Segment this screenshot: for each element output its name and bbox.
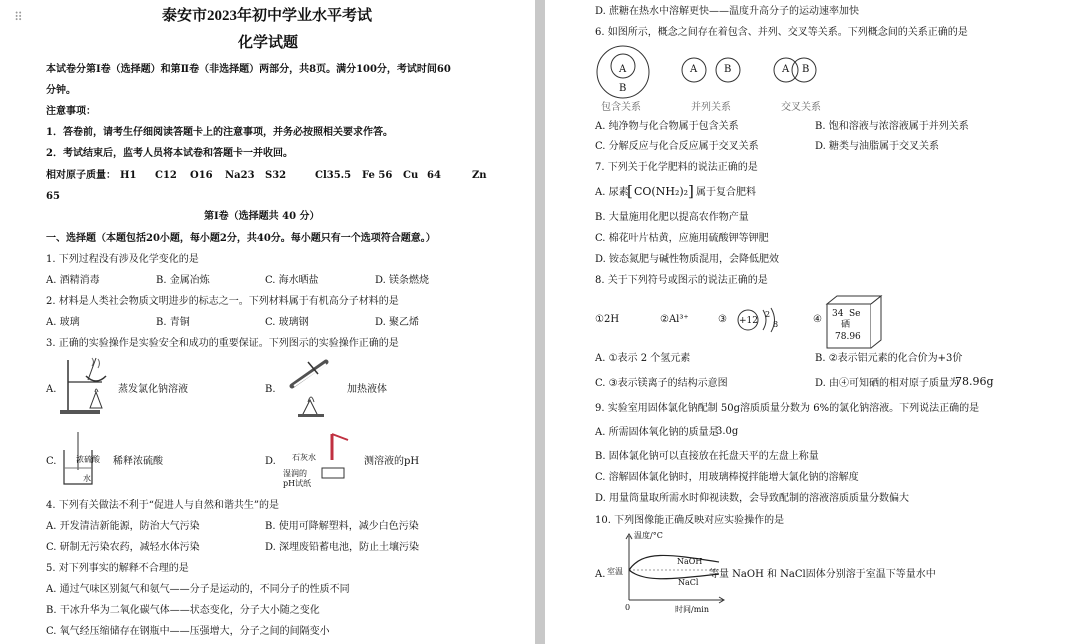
q6-option-b: B. 饱和溶液与浓溶液属于并列关系 — [815, 121, 969, 132]
exam-page-right — [545, 0, 1080, 644]
q3-option-d-text: 测溶液的pH — [364, 456, 420, 467]
caption-intersect: 交叉关系 — [781, 102, 821, 113]
atomic-mass-cu: Cu — [403, 170, 419, 181]
part-title: 一、选择题（本题包括20小题，每小题2分，共40分。每小题只有一个选项符合题意。） — [46, 233, 436, 244]
q7-option-d: D. 铵态氮肥与碱性物质混用，会降低肥效 — [595, 254, 780, 265]
atomic-mass-c: C12 — [155, 170, 177, 181]
q3-option-d-letter: D. — [265, 456, 276, 467]
q1-option-c: C. 海水晒盐 — [265, 275, 319, 286]
heating-liquid-apparatus-image — [278, 356, 344, 418]
ion-shell-2: 8 — [773, 320, 779, 329]
q3-option-a-letter: A. — [46, 384, 57, 395]
q10-stem: 10. 下列图像能正确反映对应实验操作的是 — [595, 515, 785, 526]
graph-x-label: 时间/min — [675, 605, 709, 614]
note-2: 2．考试结束后，监考人员将本试卷和答题卡一并收回。 — [46, 148, 293, 159]
q5-option-d: D. 蔗糖在热水中溶解更快——温度升高分子的运动速率加快 — [595, 6, 860, 17]
exam-page-left — [0, 0, 535, 644]
q5-stem: 5. 对下列事实的解释不合理的是 — [46, 563, 189, 574]
inclusion-circle-a: A — [619, 64, 627, 75]
cell-mass: 78.96 — [835, 332, 861, 342]
ph-test-image — [318, 430, 364, 488]
q10-option-a-text: 等量 NaOH 和 NaCl固体分别溶于室温下等量水中 — [709, 569, 936, 580]
notes-title: 注意事项： — [46, 106, 96, 117]
ion-nucleus-charge: +12 — [739, 316, 758, 326]
bracket-left: [ — [627, 182, 633, 200]
q9-stem: 9. 实验室用固体氯化钠配制 50g溶质质量分数为 6%的氯化钠溶液。下列说法正确的是 — [595, 403, 980, 414]
concept-relationship-diagram — [593, 44, 833, 100]
q7-stem: 7. 下列关于化学肥料的说法正确的是 — [595, 162, 758, 173]
graph-nacl-label: NaCl — [678, 578, 699, 587]
caption-inclusion: 包含关系 — [601, 102, 641, 113]
q8-symbol-3: ③ — [718, 314, 727, 325]
q7-option-c: C. 棉花叶片枯黄，应施用硫酸钾等钾肥 — [595, 233, 769, 244]
q2-option-a: A. 玻璃 — [46, 317, 80, 328]
atomic-mass-cl: Cl35.5 — [315, 170, 352, 181]
atomic-mass-o: O16 — [190, 170, 213, 181]
q7-option-a-prefix: A. 尿素 — [595, 187, 629, 198]
q3-d-label-wet: 湿润的 — [283, 469, 307, 478]
q4-option-a: A. 开发清洁新能源，防治大气污染 — [46, 521, 200, 532]
graph-y-label: 温度/°C — [634, 531, 663, 540]
graph-naoh-label: NaOH — [677, 557, 703, 566]
graph-origin: 0 — [625, 603, 631, 612]
atomic-mass-na: Na23 — [225, 170, 255, 181]
intro-line-2: 分钟。 — [46, 85, 76, 96]
bracket-right: ] — [688, 182, 694, 200]
atomic-mass-s: S32 — [265, 170, 287, 181]
urea-formula: CO(NH₂)₂ — [634, 185, 689, 198]
exam-title: 泰安市2023年初中学业水平考试 — [162, 8, 373, 24]
atomic-mass-zn-value: 65 — [46, 191, 60, 202]
q3-c-label-water: 水 — [83, 474, 91, 483]
q8-option-a: A. ①表示 2 个氢元素 — [595, 353, 691, 364]
q6-stem: 6. 如图所示，概念之间存在着包含、并列、交叉等关系。下列概念间的关系正确的是 — [595, 27, 968, 38]
atomic-mass-cu-value: 64 — [427, 170, 441, 181]
q2-option-c: C. 玻璃钢 — [265, 317, 309, 328]
q8-option-c: C. ③表示镁离子的结构示意图 — [595, 378, 728, 389]
q6-option-d: D. 糖类与油脂属于交叉关系 — [815, 141, 940, 152]
q8-stem: 8. 关于下列符号或图示的说法正确的是 — [595, 275, 768, 286]
evaporation-apparatus-image — [58, 356, 124, 416]
q1-option-d: D. 镁条燃烧 — [375, 275, 430, 286]
q9-option-c: C. 溶解固体氯化钠时，用玻璃棒搅拌能增大氯化钠的溶解度 — [595, 472, 859, 483]
q3-stem: 3. 正确的实验操作是实验安全和成功的重要保证。下列图示的实验操作正确的是 — [46, 338, 399, 349]
cell-name: 硒 — [841, 320, 851, 330]
q3-option-c-text: 稀释浓硫酸 — [113, 456, 163, 467]
q3-option-b-letter: B. — [265, 384, 276, 395]
q9-option-a-value: 3.0g — [716, 426, 739, 437]
q3-option-b-text: 加热液体 — [347, 384, 387, 395]
section-title: 第Ⅰ卷（选择题共 40 分） — [204, 211, 320, 222]
cell-atomic-number: 34 — [832, 309, 844, 319]
q3-option-a-text: 蒸发氯化钠溶液 — [118, 384, 188, 395]
drag-handle-icon[interactable]: ⠿ — [14, 10, 23, 24]
q4-option-d: D. 深埋废铅蓄电池，防止土壤污染 — [265, 542, 420, 553]
caption-parallel: 并列关系 — [691, 102, 731, 113]
q1-option-b: B. 金属冶炼 — [156, 275, 210, 286]
q5-option-c: C. 氧气经压缩储存在钢瓶中——压强增大，分子之间的间隔变小 — [46, 626, 330, 637]
q2-stem: 2. 材料是人类社会物质文明进步的标志之一。下列材料属于有机高分子材料的是 — [46, 296, 399, 307]
q4-stem: 4. 下列有关做法不利于“促进人与自然和谐共生”的是 — [46, 500, 279, 511]
intersect-circle-b: B — [802, 64, 810, 75]
parallel-circle-a: A — [690, 64, 698, 75]
q7-option-b: B. 大量施用化肥以提高农作物产量 — [595, 212, 749, 223]
q10-option-a-letter: A. — [595, 569, 606, 580]
atomic-mass-zn: Zn — [472, 170, 487, 181]
q1-stem: 1. 下列过程没有涉及化学变化的是 — [46, 254, 199, 265]
parallel-circle-b: B — [724, 64, 732, 75]
q6-option-a: A. 纯净物与化合物属于包含关系 — [595, 121, 739, 132]
atomic-mass-label: 相对原子质量： — [46, 170, 116, 181]
q5-option-a: A. 通过气味区别氮气和氨气——分子是运动的，不同分子的性质不同 — [46, 584, 350, 595]
q3-option-c-letter: C. — [46, 456, 57, 467]
q8-option-b: B. ②表示铝元素的化合价为+3价 — [815, 353, 963, 364]
q9-option-d: D. 用量筒量取所需水时仰视读数，会导致配制的溶液溶质质量分数偏大 — [595, 493, 910, 504]
q1-option-a: A. 酒精消毒 — [46, 275, 100, 286]
q9-option-a-prefix: A. 所需固体氧化钠的质量是 — [595, 427, 719, 438]
q3-d-label-limewater: 石灰水 — [292, 453, 316, 462]
q2-option-d: D. 聚乙烯 — [375, 317, 420, 328]
atomic-mass-fe: Fe 56 — [362, 170, 393, 181]
q9-option-b: B. 固体氯化钠可以直接放在托盘天平的左盘上称量 — [595, 451, 819, 462]
note-1: 1．答卷前，请考生仔细阅读答题卡上的注意事项，并务必按照相关要求作答。 — [46, 127, 393, 138]
q8-option-d-value: 78.96g — [955, 375, 994, 388]
graph-room-temp: 室温 — [607, 567, 623, 576]
q3-c-label-acid: 浓硫酸 — [76, 455, 100, 464]
q5-option-b: B. 干冰升华为二氧化碳气体——状态变化，分子大小随之变化 — [46, 605, 320, 616]
intersect-circle-a: A — [782, 64, 790, 75]
q6-option-c: C. 分解反应与化合反应属于交叉关系 — [595, 141, 759, 152]
q8-option-d-prefix: D. 由④可知硒的相对原子质量为 — [815, 378, 960, 389]
inclusion-circle-b: B — [619, 83, 627, 94]
q3-d-label-paper: pH试纸 — [283, 479, 312, 488]
q4-option-b: B. 使用可降解塑料，减少白色污染 — [265, 521, 419, 532]
exam-subtitle: 化学试题 — [238, 35, 299, 51]
q7-option-a-suffix: 属于复合肥料 — [696, 187, 756, 198]
q8-symbol-1: ①2H — [595, 314, 620, 325]
cell-symbol: Se — [849, 309, 861, 319]
q8-symbol-4: ④ — [813, 314, 822, 325]
q8-symbol-2: ②Al³⁺ — [660, 314, 689, 325]
q4-option-c: C. 研制无污染农药，减轻水体污染 — [46, 542, 200, 553]
intro-line-1: 本试卷分第Ⅰ卷（选择题）和第Ⅱ卷（非选择题）两部分，共8页。满分100分，考试时间60 — [46, 64, 451, 75]
ion-shell-1: 2 — [765, 310, 771, 319]
q2-option-b: B. 青铜 — [156, 317, 190, 328]
atomic-mass-h: H1 — [120, 170, 137, 181]
